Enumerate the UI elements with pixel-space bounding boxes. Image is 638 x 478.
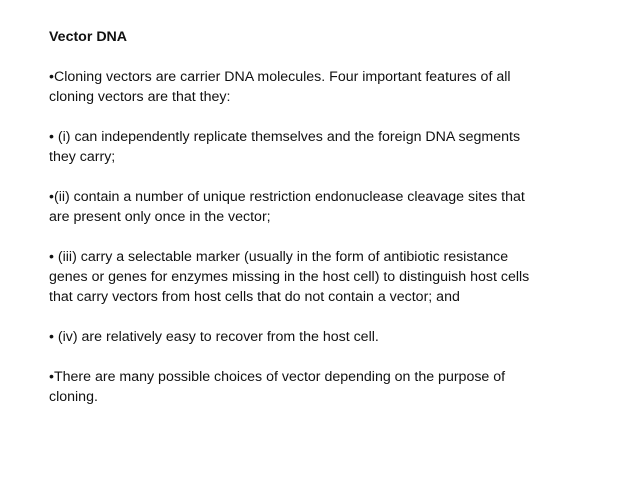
paragraph-line: cloning. xyxy=(49,389,98,405)
paragraph-feature-i xyxy=(49,127,609,167)
paragraph-line: •Cloning vectors are carrier DNA molecules. Four important features of all xyxy=(49,69,511,85)
paragraph-line: • (i) can independently replicate themselves and the foreign DNA segments xyxy=(49,129,521,145)
paragraph-line: •(ii) contain a number of unique restriction endonuclease cleavage sites that xyxy=(49,189,525,205)
paragraph-line: • (iv) are relatively easy to recover from the host cell. xyxy=(49,329,379,345)
paragraph-line: are present only once in the vector; xyxy=(49,209,271,225)
paragraph-line: cloning vectors are that they: xyxy=(49,89,231,105)
paragraph-intro xyxy=(49,67,609,107)
paragraph-line: • (iii) carry a selectable marker (usually in the form of antibiotic resistance xyxy=(49,249,509,265)
paragraph-line: •There are many possible choices of vector depending on the purpose of xyxy=(49,369,506,385)
paragraph-line: genes or genes for enzymes missing in the host cell) to distinguish host cells xyxy=(49,269,530,285)
paragraph-feature-iii xyxy=(49,247,609,307)
paragraph-line: they carry; xyxy=(49,149,116,165)
paragraph-feature-ii xyxy=(49,187,609,227)
slide-title: Vector DNA xyxy=(49,29,128,45)
slide-content xyxy=(49,27,609,427)
paragraph-conclusion xyxy=(49,367,609,407)
paragraph-line: that carry vectors from host cells that do not contain a vector; and xyxy=(49,289,460,305)
paragraph-feature-iv xyxy=(49,327,609,347)
